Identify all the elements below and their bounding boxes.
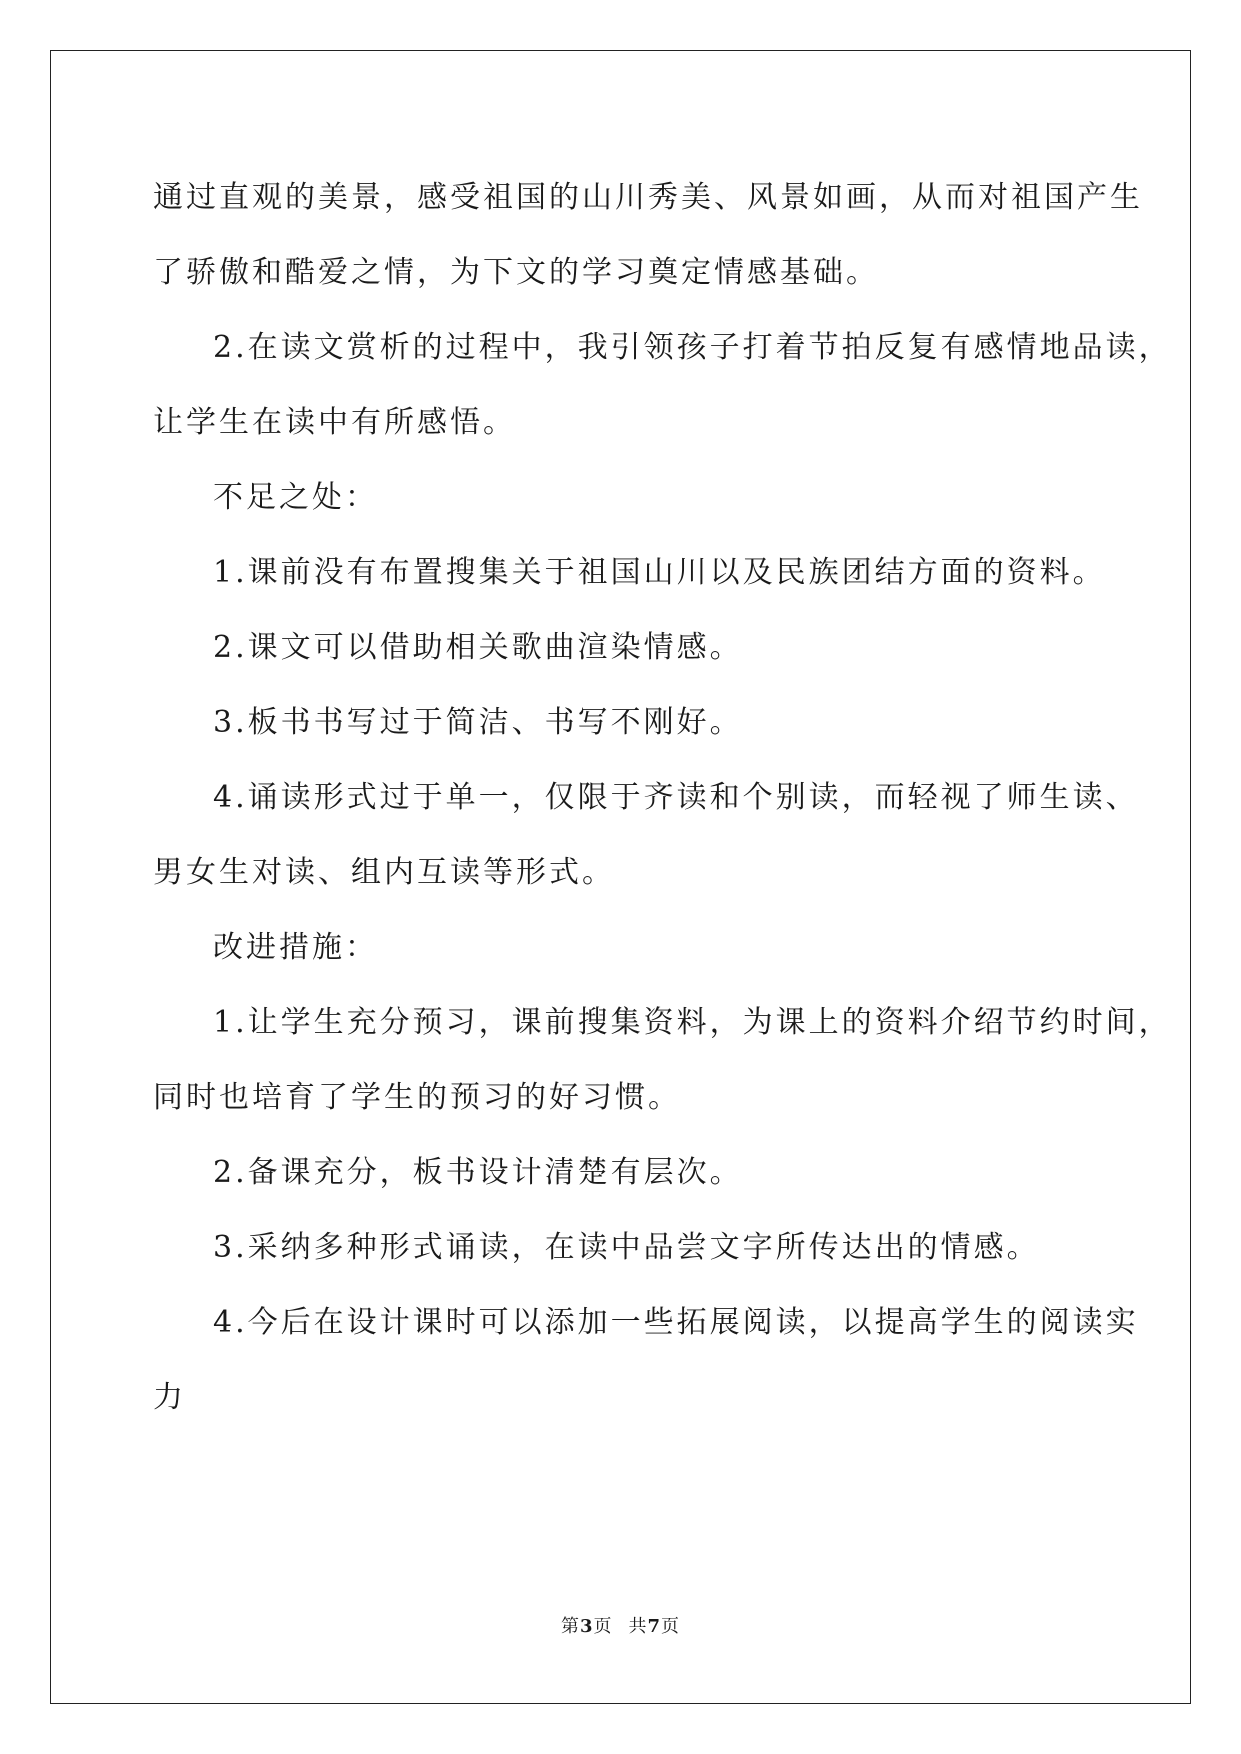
page-total: 共7页 [628,1616,681,1637]
text-line: 2.备课充分，板书设计清楚有层次。 [213,1155,743,1190]
document-body [153,160,1172,1435]
text-line: 1.让学生充分预习，课前搜集资料，为课上的资料介绍节约时间， [213,1005,1172,1040]
text-line: 4.今后在设计课时可以添加一些拓展阅读，以提高学生的阅读实 [213,1305,1139,1340]
text-line: 力 [153,1380,186,1415]
text-line: 让学生在读中有所感悟。 [153,405,516,440]
text-line: 通过直观的美景，感受祖国的山川秀美、风景如画，从而对祖国产生 [153,180,1143,215]
section-heading-shortcomings: 不足之处： [213,480,378,515]
text-line: 了骄傲和酷爱之情，为下文的学习奠定情感基础。 [153,255,879,290]
page-number: 第3页 [560,1616,613,1637]
text-line: 男女生对读、组内互读等形式。 [153,855,615,890]
text-line: 2.在读文赏析的过程中，我引领孩子打着节拍反复有感情地品读， [213,330,1172,365]
text-line: 同时也培育了学生的预习的好习惯。 [153,1080,681,1115]
page-footer [0,1612,1241,1638]
text-line: 1.课前没有布置搜集关于祖国山川以及民族团结方面的资料。 [213,555,1106,590]
text-line: 3.采纳多种形式诵读，在读中品尝文字所传达出的情感。 [213,1230,1040,1265]
text-line: 3.板书书写过于简洁、书写不刚好。 [213,705,743,740]
section-heading-improvements: 改进措施： [213,930,378,965]
text-line: 2.课文可以借助相关歌曲渲染情感。 [213,630,743,665]
text-line: 4.诵读形式过于单一，仅限于齐读和个别读，而轻视了师生读、 [213,780,1139,815]
